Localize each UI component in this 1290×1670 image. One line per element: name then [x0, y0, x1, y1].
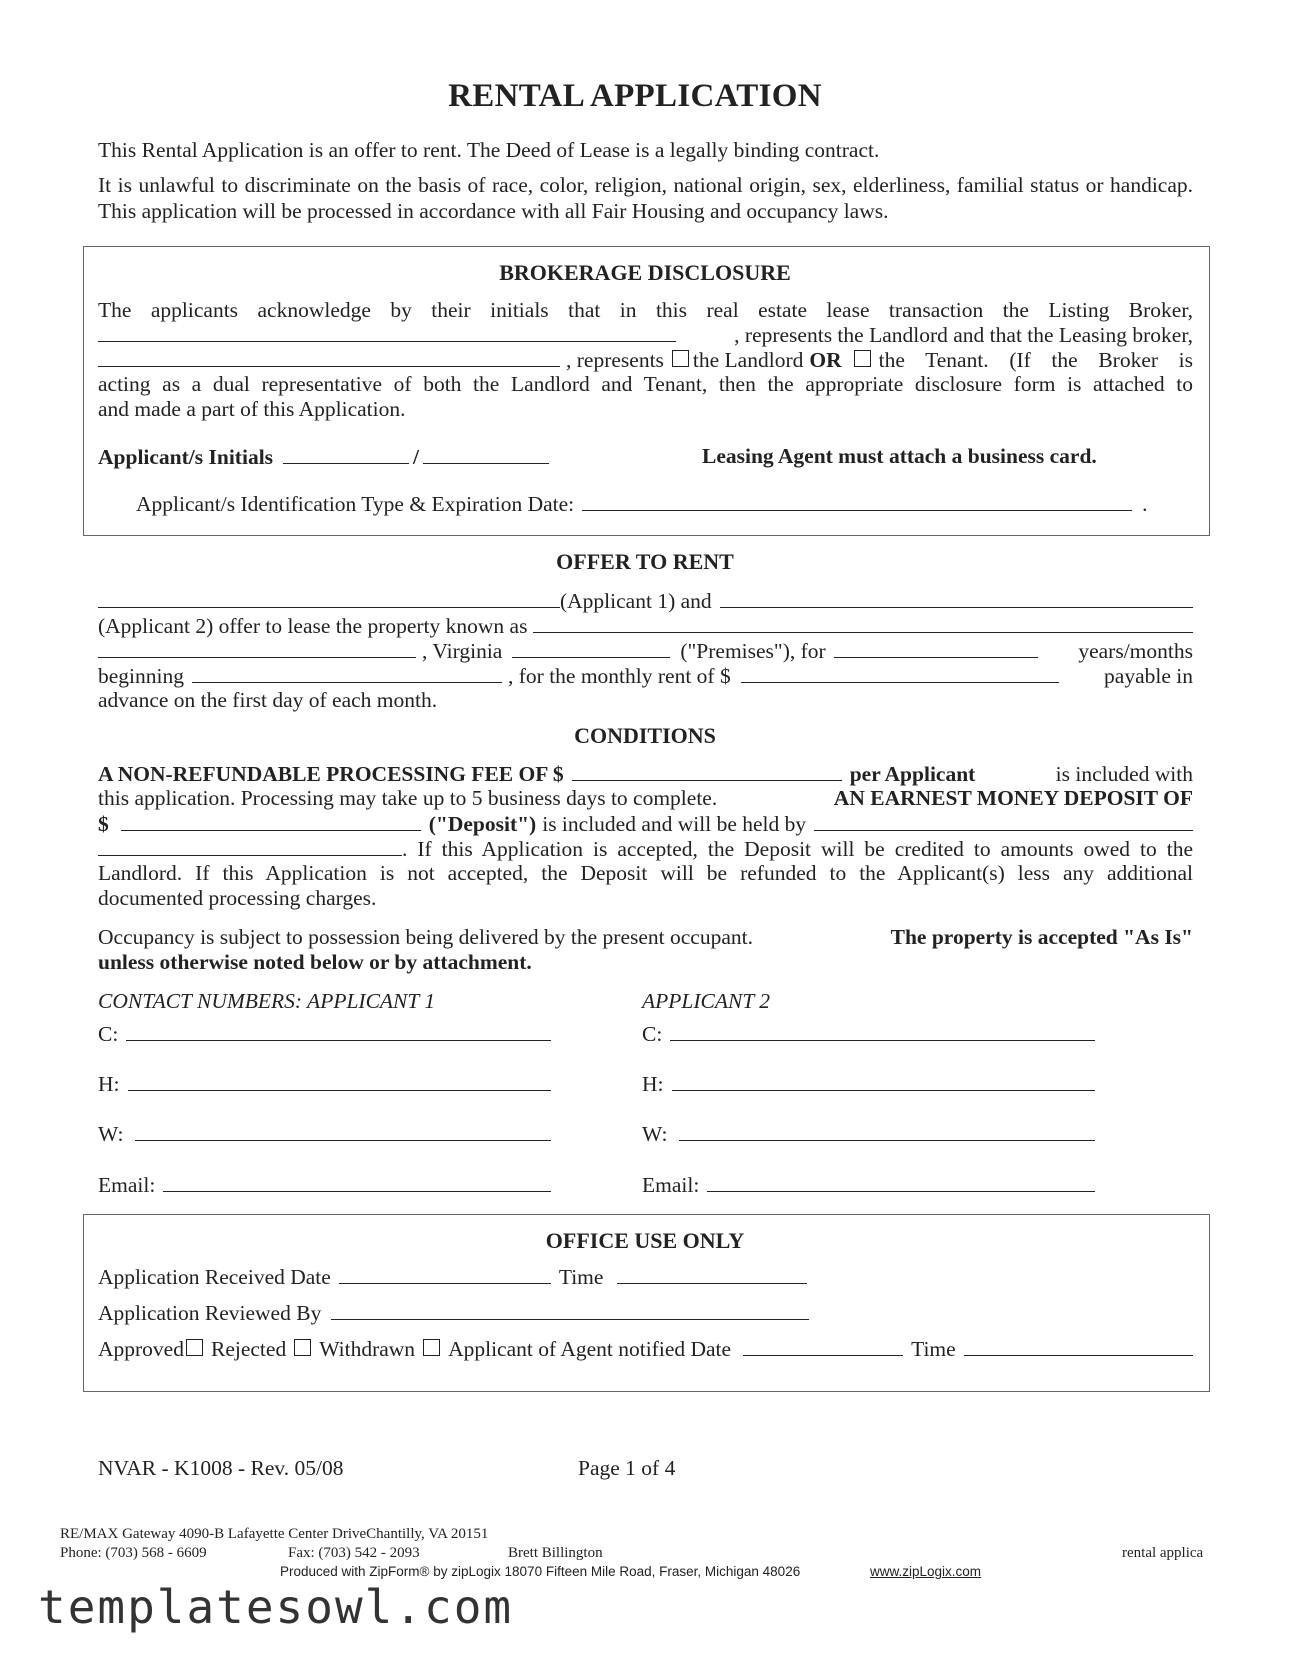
landlord-option-label: the Landlord: [692, 348, 804, 372]
form-id: NVAR - K1008 - Rev. 05/08: [98, 1456, 344, 1480]
landlord-checkbox[interactable]: [672, 350, 689, 367]
processing-fee-label: A NON-REFUNDABLE PROCESSING FEE OF $: [98, 762, 564, 786]
as-is-text-2: unless otherwise noted below or by attachment.: [98, 950, 532, 974]
received-date-field[interactable]: [339, 1264, 551, 1284]
watermark-text: templatesowl.com: [38, 1580, 514, 1634]
page-number: Page 1 of 4: [578, 1456, 676, 1480]
agent-business-card-note: Leasing Agent must attach a business card.: [702, 444, 1097, 468]
included-with-label: is included with: [1055, 762, 1193, 786]
payable-in-label: payable in: [1104, 664, 1193, 688]
brokerage-line-1: The applicants acknowledge by their initials that in this real estate lease transaction the Listing Broker,: [98, 298, 1193, 322]
brokerage-line-2: , represents the Landlord and that the Leasing broker,: [734, 323, 1193, 347]
applicant-2-label: (Applicant 2) offer to lease the property known as: [98, 614, 528, 638]
id-type-end: .: [1142, 492, 1148, 516]
notified-time-field[interactable]: [964, 1336, 1193, 1356]
applicant-1-cell-field[interactable]: [126, 1021, 551, 1041]
id-type-field[interactable]: [582, 491, 1132, 511]
represents-label: , represents: [566, 348, 664, 372]
applicant-1-label: (Applicant 1) and: [560, 589, 712, 613]
applicant-1-email-field[interactable]: [163, 1172, 551, 1192]
deposit-amount-field[interactable]: [121, 811, 421, 831]
premises-label: ("Premises"), for: [680, 639, 826, 663]
listing-broker-field[interactable]: [98, 322, 676, 342]
deposit-holder-field[interactable]: [814, 811, 1193, 831]
earnest-money-label: AN EARNEST MONEY DEPOSIT OF: [833, 786, 1193, 810]
brokerage-line-5: and made a part of this Application.: [98, 397, 406, 421]
deposit-refund-text: Landlord. If this Application is not accepted, the Deposit will be refunded to the Applicant(s) less any additional: [98, 861, 1193, 885]
deposit-credit-text: . If this Application is accepted, the Deposit will be credited to amounts owed to the: [402, 837, 1193, 861]
agent-name: Brett Billington: [508, 1545, 603, 1561]
property-address-field[interactable]: [533, 613, 1193, 633]
applicant-2-home-field[interactable]: [672, 1071, 1096, 1091]
applicant-1-email-label: Email:: [98, 1173, 156, 1197]
beginning-date-field[interactable]: [192, 663, 502, 683]
received-time-label: Time: [558, 1265, 604, 1289]
office-fax: Fax: (703) 542 - 2093: [288, 1545, 420, 1561]
id-type-label: Applicant/s Identification Type & Expiration Date:: [136, 492, 575, 516]
office-use-heading: OFFICE USE ONLY: [545, 1228, 745, 1253]
per-applicant-label: per Applicant: [849, 762, 976, 786]
received-date-label: Application Received Date: [98, 1265, 331, 1289]
applicant-2-work-label: W:: [642, 1122, 668, 1146]
deposit-dollar: $: [98, 812, 109, 836]
held-by-label: is included and will be held by: [542, 812, 807, 836]
processing-charges-text: documented processing charges.: [98, 886, 377, 910]
ziplogix-link[interactable]: www.zipLogix.com: [870, 1564, 982, 1579]
as-is-text: The property is accepted "As Is": [890, 925, 1193, 949]
office-address: RE/MAX Gateway 4090-B Lafayette Center DriveChantilly, VA 20151: [60, 1526, 489, 1542]
virginia-label: , Virginia: [422, 639, 503, 663]
brokerage-line-4: acting as a dual representative of both the Landlord and Tenant, then the appropriate disclosure form is attached to: [98, 372, 1193, 396]
initials-field-1[interactable]: [283, 444, 409, 464]
applicant-2-email-label: Email:: [642, 1173, 700, 1197]
beginning-label: beginning: [98, 664, 184, 688]
deposit-holder-field-2[interactable]: [98, 836, 402, 856]
approved-checkbox[interactable]: [186, 1339, 203, 1356]
intro-line-1: This Rental Application is an offer to rent. The Deed of Lease is a legally binding contract.: [98, 138, 880, 162]
applicant-1-home-label: H:: [98, 1072, 120, 1096]
applicant-1-work-field[interactable]: [135, 1121, 551, 1141]
monthly-rent-label: , for the monthly rent of $: [508, 664, 731, 688]
approved-label: Approved: [98, 1337, 184, 1361]
deposit-label: ("Deposit"): [428, 812, 537, 836]
applicant-2-cell-field[interactable]: [670, 1021, 1095, 1041]
applicant-1-name-field[interactable]: [98, 588, 560, 608]
office-phone: Phone: (703) 568 - 6609: [60, 1545, 207, 1561]
withdrawn-label: Withdrawn: [319, 1337, 416, 1361]
initials-label: Applicant/s Initials: [98, 445, 274, 469]
document-name: rental applica: [1122, 1545, 1204, 1561]
contact-applicant-2-heading: APPLICANT 2: [642, 989, 771, 1013]
conditions-heading: CONDITIONS: [574, 723, 716, 748]
brokerage-heading: BROKERAGE DISCLOSURE: [499, 260, 791, 285]
advance-line: advance on the first day of each month.: [98, 688, 438, 712]
leasing-broker-field[interactable]: [98, 347, 560, 367]
applicant-1-cell-label: C:: [98, 1022, 119, 1046]
term-field[interactable]: [834, 638, 1038, 658]
years-months-label: years/months: [1078, 639, 1193, 663]
initials-separator: /: [413, 445, 420, 469]
applicant-2-cell-label: C:: [642, 1022, 663, 1046]
page-title: RENTAL APPLICATION: [448, 78, 822, 114]
applicant-2-home-label: H:: [642, 1072, 664, 1096]
offer-heading: OFFER TO RENT: [556, 549, 734, 574]
or-label: OR: [809, 348, 842, 372]
applicant-2-name-field[interactable]: [720, 588, 1193, 608]
zip-field[interactable]: [512, 638, 670, 658]
applicant-1-home-field[interactable]: [128, 1071, 552, 1091]
applicant-1-work-label: W:: [98, 1122, 124, 1146]
notified-date-field[interactable]: [743, 1336, 903, 1356]
reviewed-by-field[interactable]: [331, 1300, 809, 1320]
notified-time-label: Time: [911, 1337, 956, 1361]
tenant-option-label: the Tenant. (If the Broker is: [878, 348, 1193, 372]
rejected-label: Rejected: [210, 1337, 287, 1361]
withdrawn-checkbox[interactable]: [423, 1339, 440, 1356]
contact-applicant-1-heading: CONTACT NUMBERS: APPLICANT 1: [98, 989, 436, 1013]
processing-time-text: this application. Processing may take up to 5 business days to complete.: [98, 786, 718, 810]
received-time-field[interactable]: [617, 1264, 807, 1284]
notified-date-label: Applicant of Agent notified Date: [448, 1337, 732, 1361]
applicant-2-email-field[interactable]: [707, 1172, 1095, 1192]
property-city-field[interactable]: [98, 638, 416, 658]
occupancy-text: Occupancy is subject to possession being delivered by the present occupant.: [98, 925, 753, 949]
monthly-rent-field[interactable]: [741, 663, 1059, 683]
rejected-checkbox[interactable]: [294, 1339, 311, 1356]
produced-with-text: Produced with ZipForm® by zipLogix 18070 Fifteen Mile Road, Fraser, Michigan 48026: [280, 1564, 801, 1579]
intro-line-2: It is unlawful to discriminate on the basis of race, color, religion, national origin, sex, elderliness, familial status or handicap. This application will be processed in accordance with all Fair Housing and occupancy laws.: [98, 173, 1193, 223]
initials-field-2[interactable]: [423, 444, 549, 464]
processing-fee-field[interactable]: [572, 761, 842, 781]
tenant-checkbox[interactable]: [854, 350, 871, 367]
reviewed-by-label: Application Reviewed By: [98, 1301, 322, 1325]
applicant-2-work-field[interactable]: [679, 1121, 1095, 1141]
